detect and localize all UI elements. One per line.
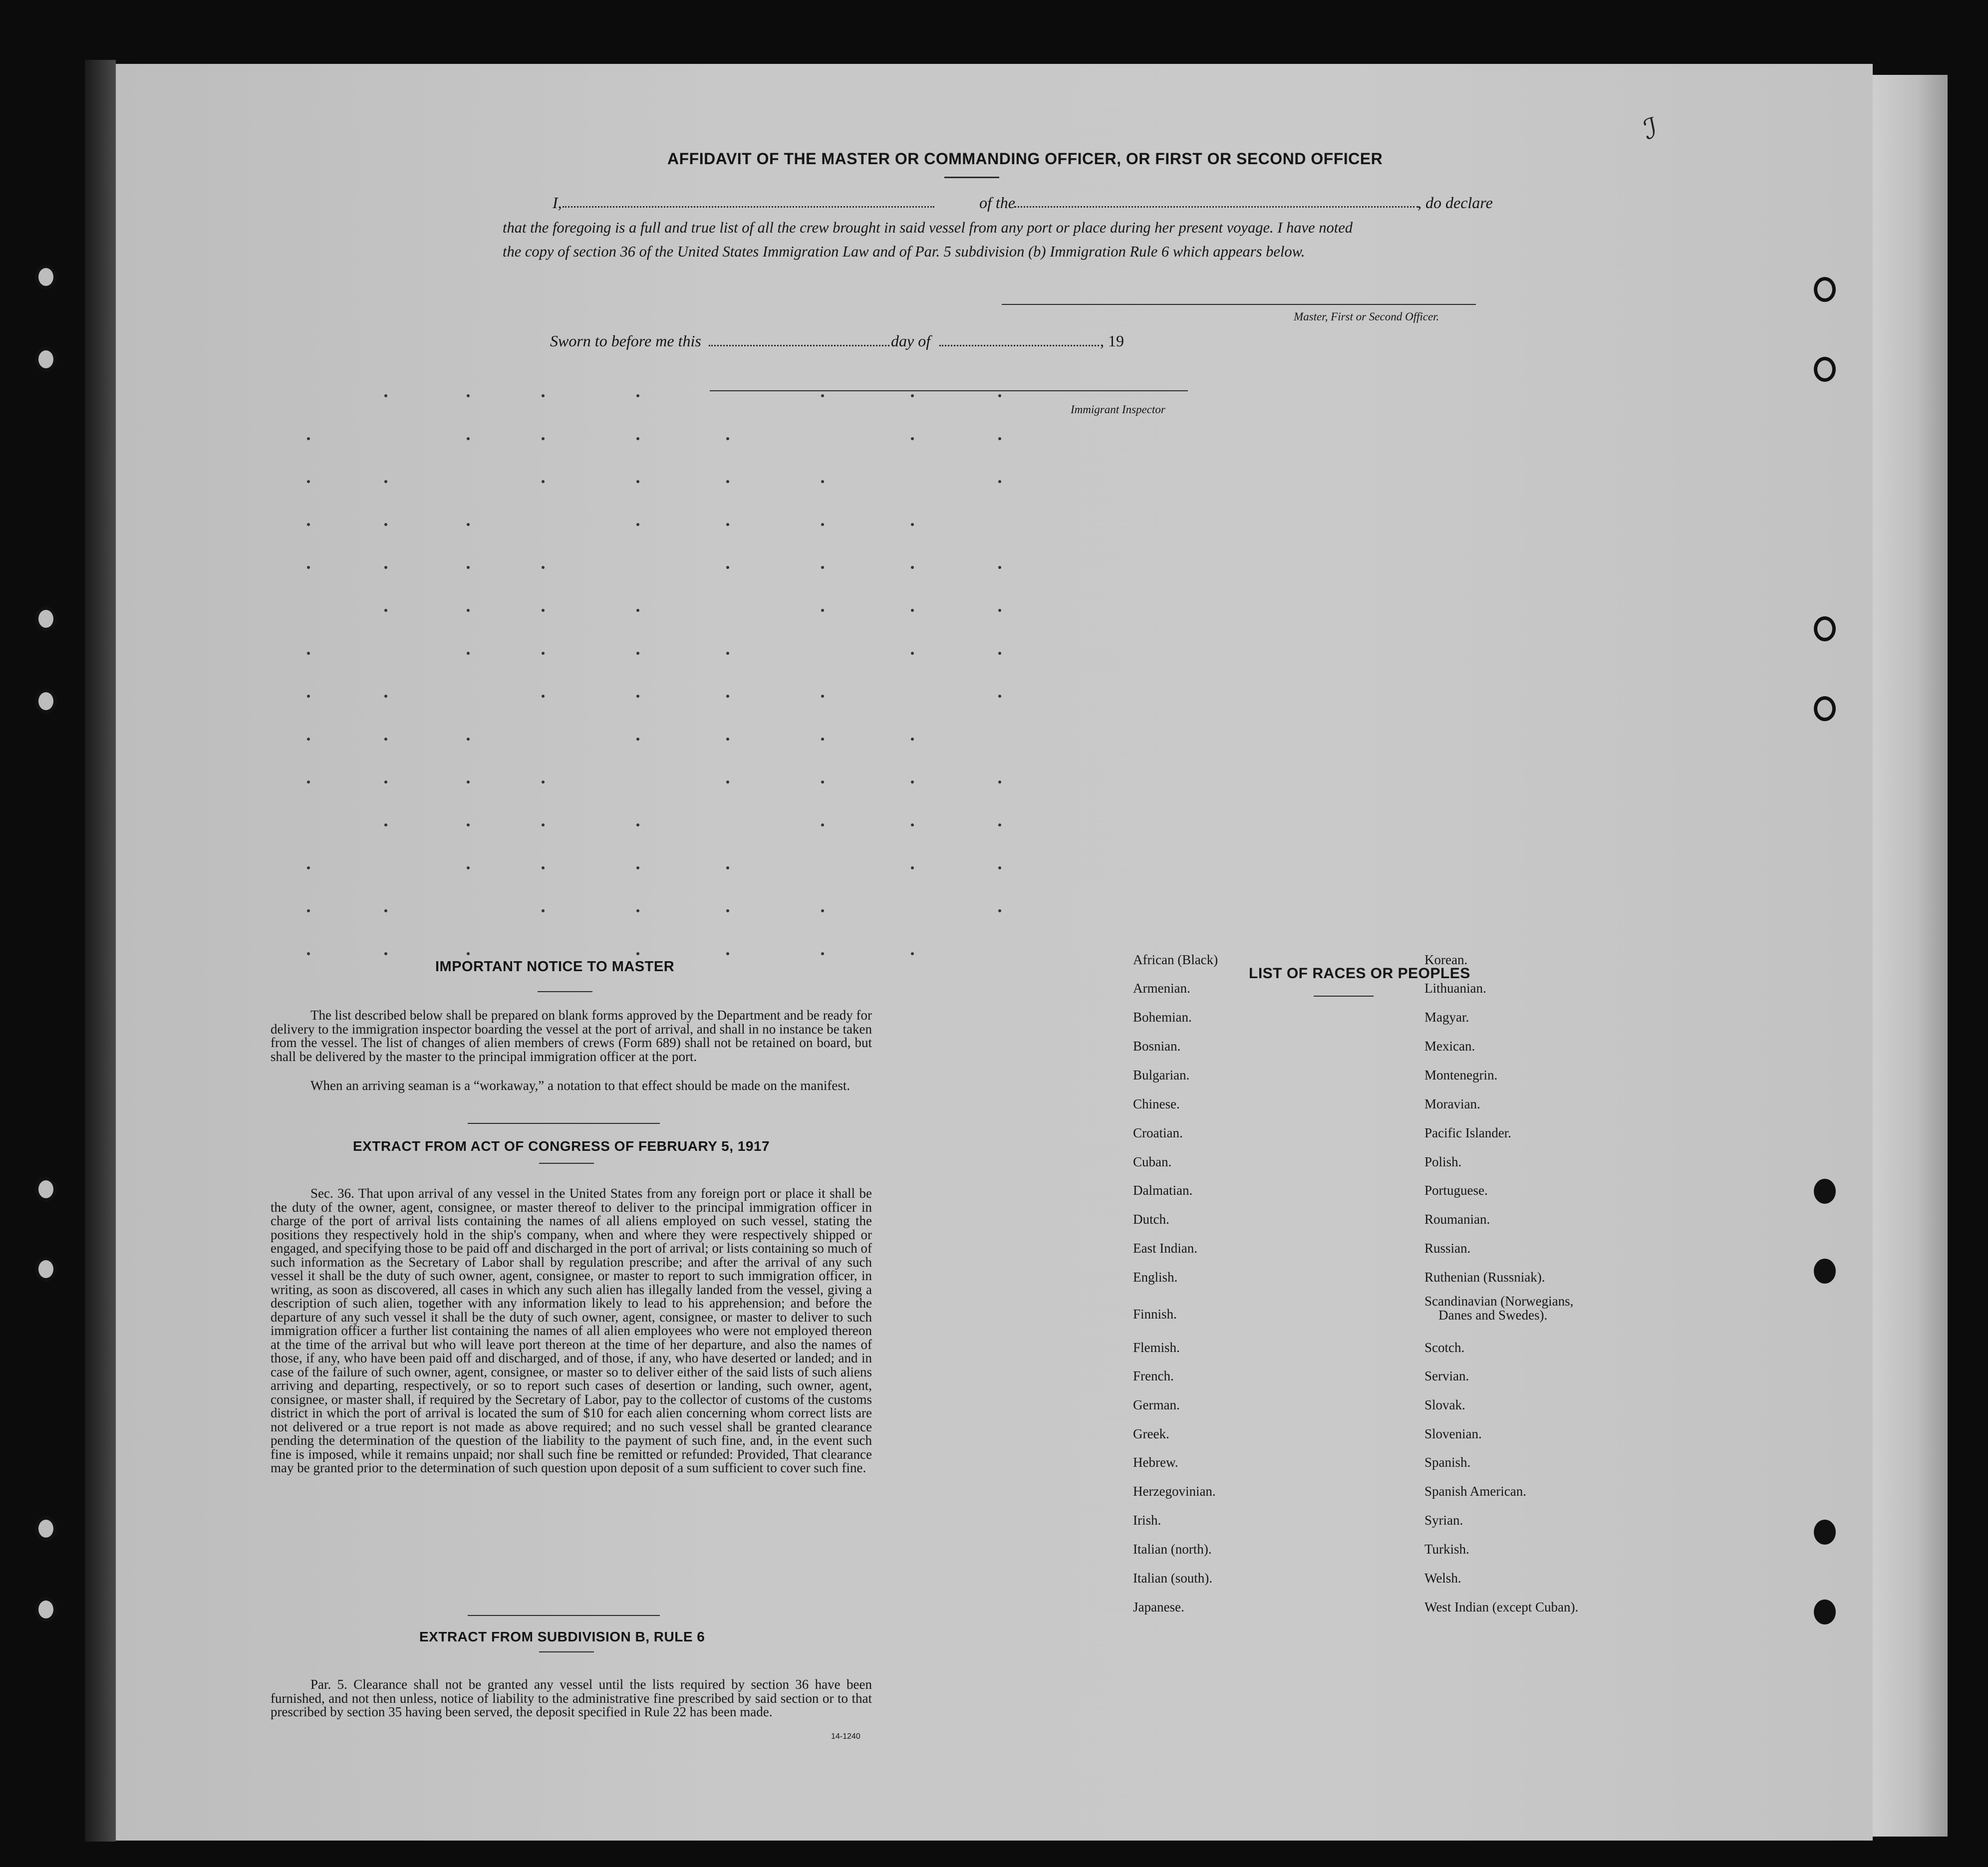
grid-dot: [911, 566, 914, 569]
grid-dot: [911, 952, 914, 955]
grid-dot: [467, 952, 470, 955]
notice-para-1: The list described below shall be prepared on blank forms approved by the Department and be ready for delivery to the immigration inspector boarding the vessel at the port of arrival, and shall in no instance be taken from the vessel. The list of changes of alien members of crews (Form 689) shall not be retained on board, but shall be delivered by the master to the principal immigration officer at the port.: [271, 1008, 872, 1064]
race-item: Italian (south).: [1133, 1571, 1212, 1586]
grid-dot: [636, 866, 639, 869]
grid-dot: [542, 480, 545, 483]
race-item: West Indian (except Cuban).: [1424, 1600, 1579, 1614]
document-page: [116, 64, 1873, 1841]
race-item: Scandinavian (Norwegians,: [1424, 1294, 1574, 1309]
grid-dot: [467, 823, 470, 826]
race-item: German.: [1133, 1397, 1180, 1412]
grid-dot: [384, 394, 387, 397]
grid-dot: [384, 952, 387, 955]
grid-dot: [542, 866, 545, 869]
grid-dot: [307, 437, 310, 440]
grid-dot: [384, 781, 387, 784]
grid-dot: [998, 480, 1001, 483]
race-item: Spanish American.: [1424, 1484, 1526, 1499]
binder-hole: [35, 689, 57, 714]
notice-para-2: When an arriving seaman is a “workaway,” a notation to that effect should be made on the manifest.: [310, 1078, 851, 1093]
race-item: Herzegovinian.: [1133, 1484, 1216, 1499]
race-item: Japanese.: [1133, 1600, 1184, 1614]
race-item: Slovenian.: [1424, 1426, 1482, 1441]
grid-dot: [384, 823, 387, 826]
race-item: Turkish.: [1424, 1542, 1469, 1557]
grid-dot: [821, 823, 824, 826]
grid-dot: [307, 738, 310, 741]
affidavit-declare: , do declare: [1418, 194, 1493, 212]
race-item: Italian (north).: [1133, 1542, 1212, 1557]
title-rule: [944, 177, 999, 178]
grid-dot: [726, 952, 729, 955]
grid-dot: [911, 523, 914, 526]
grid-dot: [636, 480, 639, 483]
grid-dot: [467, 652, 470, 655]
grid-dot: [636, 437, 639, 440]
binder-hole: [35, 606, 57, 631]
grid-dot: [998, 609, 1001, 612]
grid-dot: [542, 823, 545, 826]
grid-dot: [467, 437, 470, 440]
race-item: Slovak.: [1424, 1397, 1465, 1412]
binder-hole: [35, 1516, 57, 1541]
master-signature-caption: Master, First or Second Officer.: [1294, 310, 1439, 323]
grid-dot: [911, 609, 914, 612]
page-right-edge: [1873, 75, 1948, 1837]
binder-hole: [1814, 1259, 1836, 1284]
grid-dot: [467, 866, 470, 869]
race-item: Magyar.: [1424, 1010, 1469, 1025]
grid-dot: [542, 652, 545, 655]
grid-dot: [636, 695, 639, 698]
grid-dot: [384, 909, 387, 912]
race-item: Ruthenian (Russniak).: [1424, 1270, 1545, 1285]
race-item: Hebrew.: [1133, 1455, 1178, 1470]
race-item: Dutch.: [1133, 1212, 1169, 1227]
grid-dot: [636, 823, 639, 826]
grid-dot: [821, 394, 824, 397]
grid-dot: [636, 909, 639, 912]
race-item: Roumanian.: [1424, 1212, 1490, 1227]
extract-act-rule: [539, 1163, 594, 1164]
race-item: African (Black): [1133, 952, 1218, 967]
binder-hole: [1814, 696, 1836, 721]
grid-dot: [542, 566, 545, 569]
grid-dot: [467, 566, 470, 569]
grid-dot: [636, 738, 639, 741]
race-item: English.: [1133, 1270, 1178, 1285]
grid-dot: [726, 695, 729, 698]
race-item: Finnish.: [1133, 1307, 1177, 1322]
sworn-day-of: day of: [891, 332, 931, 350]
race-item: Danes and Swedes).: [1438, 1308, 1548, 1323]
race-item: Bosnian.: [1133, 1039, 1181, 1054]
race-item: Moravian.: [1424, 1096, 1480, 1111]
grid-dot: [467, 738, 470, 741]
name-blank[interactable]: [563, 206, 934, 208]
binder-hole: [1814, 1520, 1836, 1545]
grid-dot: [467, 523, 470, 526]
grid-dot: [726, 866, 729, 869]
grid-dot: [821, 609, 824, 612]
grid-dot: [911, 652, 914, 655]
race-item: Welsh.: [1424, 1571, 1461, 1586]
grid-dot: [307, 566, 310, 569]
grid-dot: [726, 781, 729, 784]
race-item: Greek.: [1133, 1426, 1169, 1441]
race-item: Syrian.: [1424, 1513, 1463, 1528]
race-item: Polish.: [1424, 1154, 1462, 1169]
notice-rule: [538, 991, 592, 992]
grid-dot: [998, 823, 1001, 826]
grid-dot: [726, 909, 729, 912]
grid-dot: [307, 909, 310, 912]
scan-left-margin: [85, 60, 116, 1842]
grid-dot: [384, 695, 387, 698]
race-item: Pacific Islander.: [1424, 1125, 1511, 1140]
section-rule-1: [468, 1123, 660, 1124]
binder-hole: [1814, 357, 1836, 382]
grid-dot: [998, 909, 1001, 912]
grid-dot: [307, 523, 310, 526]
race-item: Mexican.: [1424, 1039, 1475, 1054]
grid-dot: [911, 823, 914, 826]
binder-hole: [1814, 277, 1836, 302]
race-item: Bohemian.: [1133, 1010, 1192, 1025]
grid-dot: [998, 652, 1001, 655]
grid-dot: [821, 909, 824, 912]
grid-dot: [542, 437, 545, 440]
grid-dot: [821, 952, 824, 955]
race-item: Armenian.: [1133, 981, 1190, 996]
races-title: LIST OF RACES OR PEOPLES: [1249, 965, 1470, 982]
grid-dot: [542, 394, 545, 397]
grid-dot: [542, 909, 545, 912]
binder-hole: [1814, 1600, 1836, 1624]
race-item: Russian.: [1424, 1241, 1471, 1256]
sworn-month-blank[interactable]: [939, 345, 1099, 346]
grid-dot: [726, 480, 729, 483]
grid-dot: [636, 952, 639, 955]
grid-dot: [307, 952, 310, 955]
grid-dot: [998, 566, 1001, 569]
race-item: Montenegrin.: [1424, 1067, 1498, 1082]
affidavit-line3: the copy of section 36 of the United States Immigration Law and of Par. 5 subdivision (b) Immigration Rule 6 which appears below.: [503, 243, 1305, 260]
grid-dot: [636, 523, 639, 526]
grid-dot: [726, 652, 729, 655]
grid-dot: [307, 781, 310, 784]
race-item: Chinese.: [1133, 1096, 1180, 1111]
race-item: Scotch.: [1424, 1340, 1465, 1355]
race-item: Croatian.: [1133, 1125, 1183, 1140]
race-item: Servian.: [1424, 1368, 1469, 1383]
grid-dot: [467, 781, 470, 784]
binder-hole: [35, 265, 57, 289]
inspector-caption: Immigrant Inspector: [1071, 403, 1165, 416]
extract-rule-text: Par. 5. Clearance shall not be granted any vessel until the lists required by section 36 have been furnished, and not then unless, notice of liability to the administrative fine prescribed by said section or to that prescribed by section 35 having been served, the deposit specified in Rule 22 has been made.: [271, 1677, 872, 1719]
race-item: Irish.: [1133, 1513, 1161, 1528]
grid-dot: [998, 394, 1001, 397]
grid-dot: [726, 566, 729, 569]
grid-dot: [542, 695, 545, 698]
affidavit-line2: that the foregoing is a full and true list of all the crew brought in said vessel from any port or place during her present voyage. I have noted: [503, 219, 1353, 236]
race-item: French.: [1133, 1368, 1174, 1383]
affidavit-title: AFFIDAVIT OF THE MASTER OR COMMANDING OFFICER, OR FIRST OR SECOND OFFICER: [667, 150, 1383, 168]
grid-dot: [821, 695, 824, 698]
race-item: Flemish.: [1133, 1340, 1180, 1355]
master-signature-line[interactable]: [1002, 304, 1476, 305]
races-rule: [1314, 996, 1374, 997]
grid-dot: [911, 866, 914, 869]
grid-dot: [307, 695, 310, 698]
grid-dot: [821, 566, 824, 569]
notice-title: IMPORTANT NOTICE TO MASTER: [435, 959, 675, 975]
binder-hole: [1814, 1179, 1836, 1204]
grid-dot: [307, 866, 310, 869]
sworn-prefix: Sworn to before me this: [550, 332, 701, 350]
grid-dot: [542, 609, 545, 612]
extract-rule-rule: [539, 1651, 594, 1652]
grid-dot: [821, 738, 824, 741]
sworn-day-blank[interactable]: [709, 345, 889, 346]
affidavit-i: I,: [553, 194, 562, 212]
binder-hole: [1814, 616, 1836, 641]
sworn-year: , 19: [1100, 332, 1124, 350]
binder-hole: [35, 347, 57, 372]
grid-dot: [998, 695, 1001, 698]
extract-act-text: Sec. 36. That upon arrival of any vessel in the United States from any foreign port or place it shall be the duty of the owner, agent, consignee, or master thereof to deliver to the principal immigration officer in charge of the port of arrival lists containing the names of all aliens employed on such vessel, stating the positions they respectively hold in the ship's company, when and where they were respectively shipped or engaged, and specifying those to be paid off and discharged in the port of arrival; or lists containing so much of such information as the Secretary of Labor shall by regulation prescribe; and after the arrival of any such vessel it shall be the duty of such owner, agent, consignee, or master to report to such immigration officer, in writing, as soon as discovered, all cases in which any such alien has illegally landed from the vessel, giving a description of such alien, together with any information likely to lead to his apprehension; and before the departure of any such vessel it shall be the duty of such owner, agent, consignee, or master to deliver to such immigration officer a further list containing the names of all alien employees who were not employed thereon at the time of the arrival but who will leave port thereon at the time of her departure, and also the names of those, if any, who have been paid off and discharged, and of those, if any, who have deserted or landed; and in case of the failure of such owner, agent, consignee, or master so to deliver either of the said lists of such aliens arriving and departing, respectively, or so to report such cases of desertion or landing, such owner, agent, consignee, or master shall, if required by the Secretary of Labor, pay to the collector of customs of the customs district in which the port of arrival is located the sum of $10 for each alien concerning whom correct lists are not delivered or a true report is not made as above required; and no such vessel shall be granted clearance pending the determination of the question of the liability to the payment of such fine, and, in the event such fine is imposed, while it remains unpaid; nor shall such fine be remitted or refunded: Provided, That clearance may be granted prior to the determination of such question upon deposit of a sum sufficient to cover such fine.: [271, 1186, 872, 1475]
grid-dot: [384, 609, 387, 612]
affidavit-of-the: of the: [979, 194, 1015, 212]
grid-dot: [998, 781, 1001, 784]
grid-dot: [636, 609, 639, 612]
grid-dot: [384, 566, 387, 569]
vessel-blank[interactable]: [1014, 206, 1419, 208]
race-item: Spanish.: [1424, 1455, 1471, 1470]
grid-dot: [821, 480, 824, 483]
race-item: Portuguese.: [1424, 1183, 1488, 1198]
grid-dot: [726, 523, 729, 526]
grid-dot: [384, 738, 387, 741]
binder-hole: [35, 1257, 57, 1282]
race-item: Dalmatian.: [1133, 1183, 1193, 1198]
pencil-mark: ℐ: [1641, 111, 1661, 147]
grid-dot: [307, 480, 310, 483]
section-rule-2: [468, 1615, 660, 1616]
grid-dot: [384, 523, 387, 526]
grid-dot: [542, 781, 545, 784]
form-number: 14-1240: [831, 1732, 860, 1741]
grid-dot: [911, 437, 914, 440]
binder-hole: [35, 1597, 57, 1622]
grid-dot: [911, 781, 914, 784]
grid-dot: [998, 866, 1001, 869]
extract-rule-title: EXTRACT FROM SUBDIVISION B, RULE 6: [419, 1629, 705, 1644]
grid-dot: [726, 437, 729, 440]
race-item: East Indian.: [1133, 1241, 1197, 1256]
race-item: Cuban.: [1133, 1154, 1172, 1169]
grid-dot: [726, 738, 729, 741]
grid-dot: [911, 394, 914, 397]
binder-hole: [35, 1177, 57, 1202]
grid-dot: [636, 394, 639, 397]
grid-dot: [998, 437, 1001, 440]
race-item: Korean.: [1424, 952, 1468, 967]
grid-dot: [911, 738, 914, 741]
race-item: Lithuanian.: [1424, 981, 1486, 996]
grid-dot: [307, 652, 310, 655]
inspector-signature-line[interactable]: [710, 390, 1188, 391]
race-item: Bulgarian.: [1133, 1067, 1190, 1082]
extract-act-title: EXTRACT FROM ACT OF CONGRESS OF FEBRUARY 5, 1917: [353, 1138, 770, 1154]
grid-dot: [467, 609, 470, 612]
grid-dot: [636, 652, 639, 655]
grid-dot: [467, 394, 470, 397]
grid-dot: [384, 480, 387, 483]
grid-dot: [821, 781, 824, 784]
grid-dot: [821, 523, 824, 526]
